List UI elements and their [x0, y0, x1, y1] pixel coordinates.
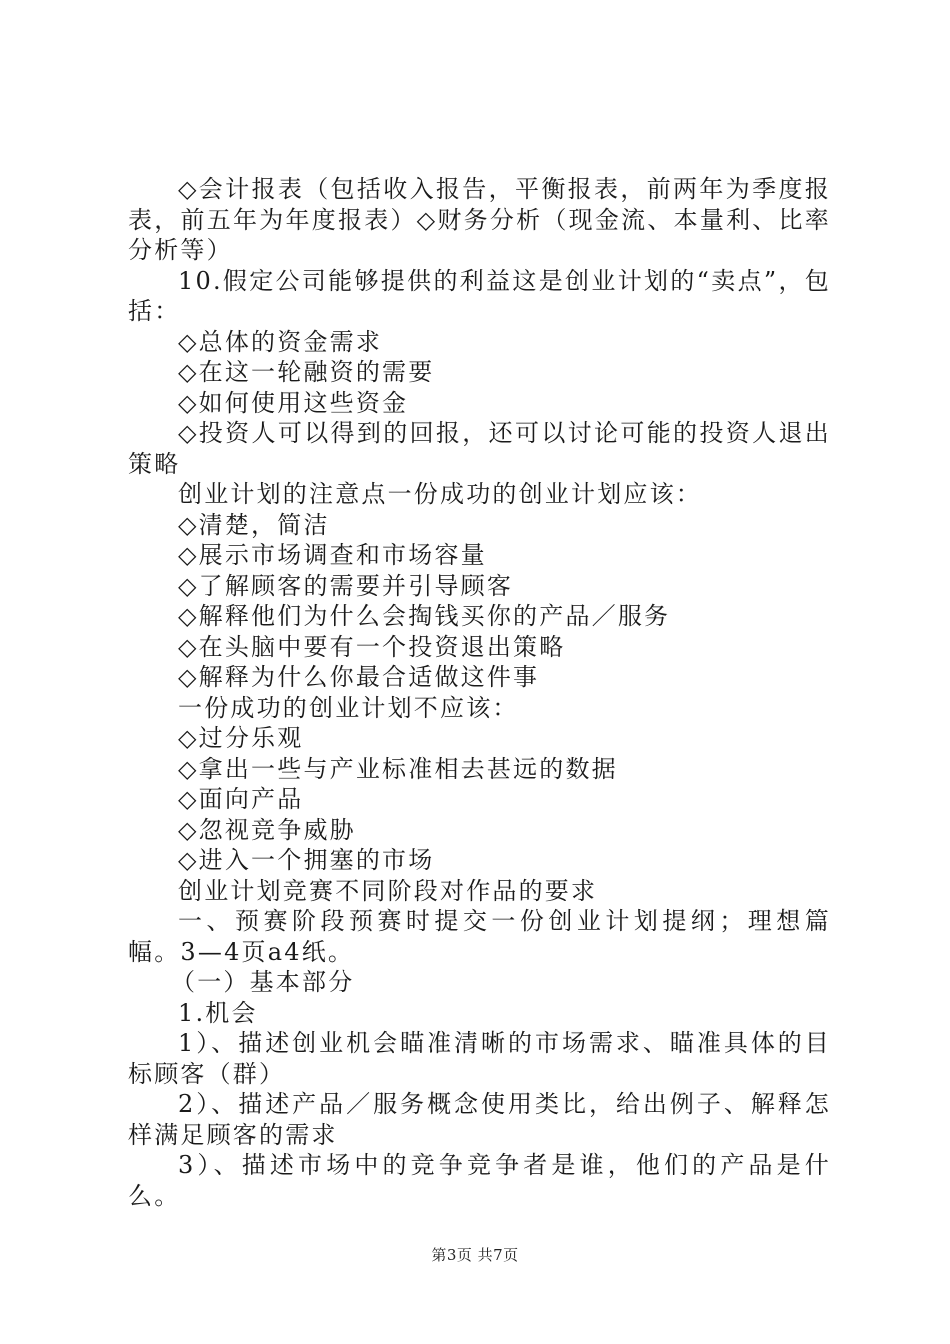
page-number-footer: 第3页 共7页	[431, 1246, 519, 1264]
item-describe-opportunity: 1）、描述创业机会瞄准清晰的市场需求、瞄准具体的目标顾客（群）	[128, 1029, 831, 1088]
bullet-ignore-competition: ◇忽视竞争威胁	[178, 815, 356, 844]
bullet-investor-return: ◇投资人可以得到的回报，还可以讨论可能的投资人退出策略	[128, 419, 831, 478]
bullet-off-standard-data: ◇拿出一些与产业标准相去甚远的数据	[178, 754, 618, 783]
heading-opportunity: 1.机会	[178, 998, 258, 1027]
document-body	[128, 174, 831, 1211]
bullet-over-optimistic: ◇过分乐观	[178, 724, 304, 752]
heading-plan-should: 创业计划的注意点一份成功的创业计划应该：	[178, 480, 702, 508]
item-describe-competition: 3）、描述市场中的竞争竞争者是谁，他们的产品是什么。	[128, 1151, 831, 1210]
heading-basic-part: （一）基本部分	[171, 968, 355, 996]
paragraph-preliminary-stage: 一、预赛阶段预赛时提交一份创业计划提纲；理想篇幅。3—4页a4纸。	[128, 907, 831, 966]
paragraph-point-10-benefits: 10.假定公司能够提供的利益这是创业计划的“卖点”，包括：	[128, 266, 831, 325]
item-describe-product: 2）、描述产品／服务概念使用类比，给出例子、解释怎样满足顾客的需求	[128, 1090, 831, 1149]
bullet-market-research: ◇展示市场调查和市场容量	[178, 541, 487, 569]
bullet-why-you: ◇解释为什么你最合适做这件事	[178, 663, 540, 691]
bullet-exit-strategy: ◇在头脑中要有一个投资退出策略	[178, 632, 566, 661]
bullet-use-of-funds: ◇如何使用这些资金	[178, 388, 409, 417]
bullet-round-funding: ◇在这一轮融资的需要	[178, 358, 435, 386]
paragraph-accounting-reports: ◇会计报表（包括收入报告，平衡报表，前两年为季度报表，前五年为年度报表）◇财务分析（现金流、本量利、比率分析等）	[128, 175, 831, 264]
bullet-why-buy: ◇解释他们为什么会掏钱买你的产品／服务	[178, 602, 671, 630]
heading-competition-stages: 创业计划竞赛不同阶段对作品的要求	[178, 876, 598, 905]
bullet-customer-needs: ◇了解顾客的需要并引导顾客	[178, 571, 514, 600]
bullet-clear-concise: ◇清楚，简洁	[178, 510, 330, 539]
bullet-product-oriented: ◇面向产品	[178, 785, 304, 813]
bullet-crowded-market: ◇进入一个拥塞的市场	[178, 846, 435, 874]
heading-plan-should-not: 一份成功的创业计划不应该：	[178, 693, 519, 722]
bullet-total-funding: ◇总体的资金需求	[178, 327, 383, 356]
